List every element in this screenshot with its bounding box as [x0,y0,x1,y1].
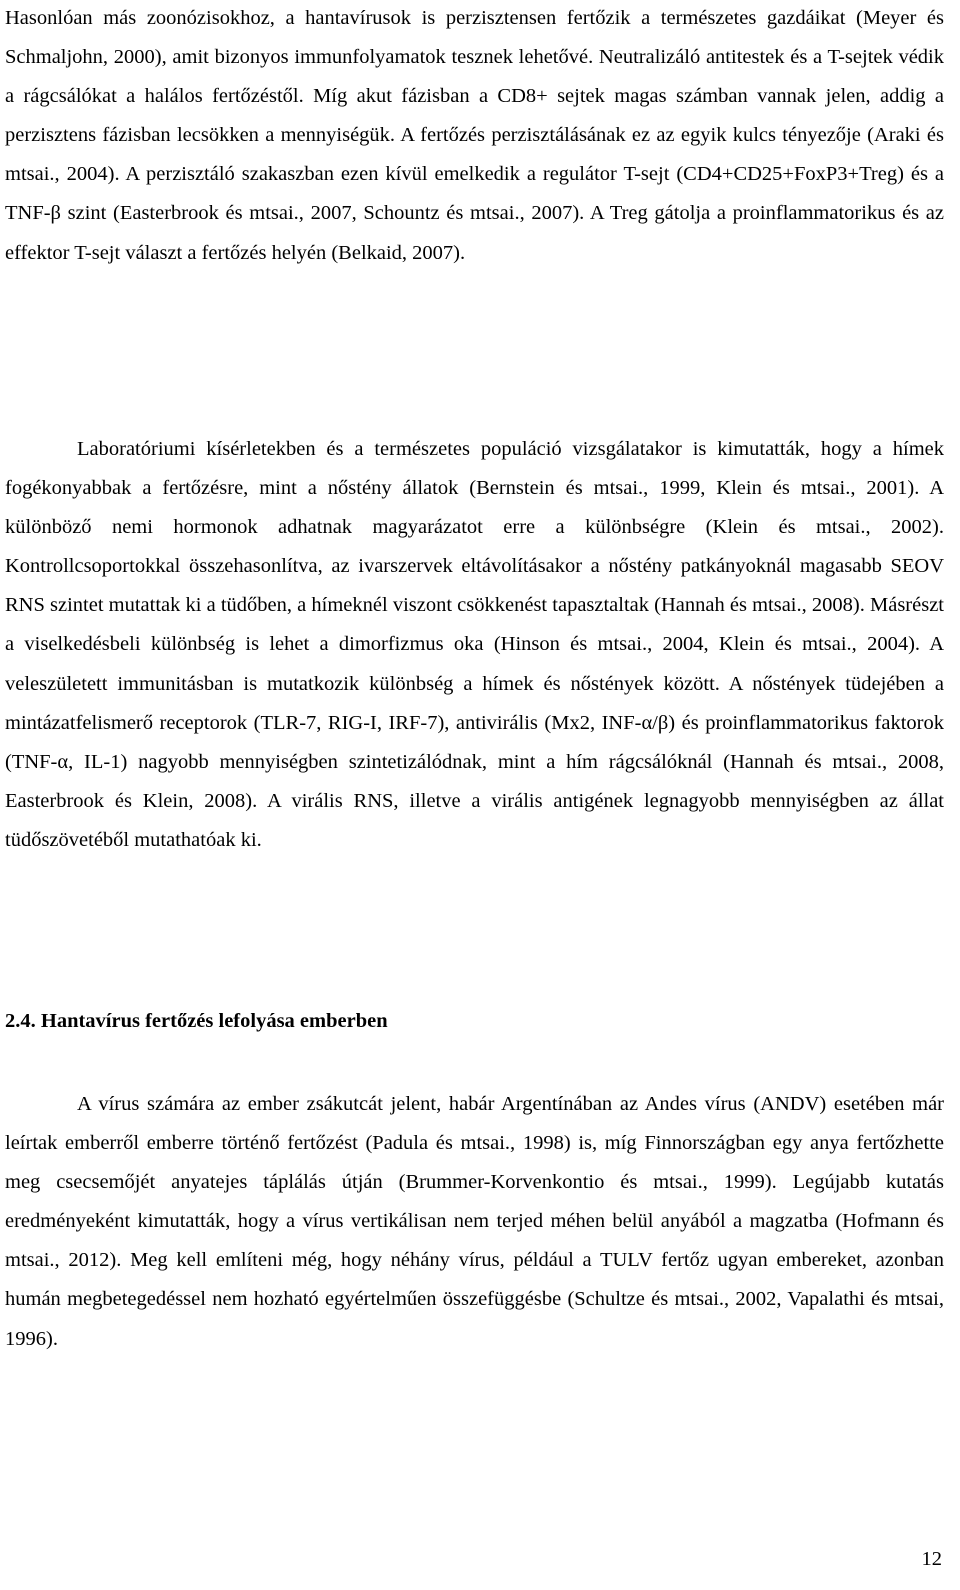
paragraph-human-infection: A vírus számára az ember zsákutcát jelent, habár Argentínában az Andes vírus (ANDV) esetében már leírtak emberről emberre történő fertőzést (Padula és mtsai., 1998) is, míg Finnországban egy anya fertőzhette meg csecsemőjét anyatejes táplálás útján (Brummer-Korvenkontio és mtsai., 1999). Legújabb kutatás eredményeként kimutatták, hogy a vírus vertikálisan nem terjed méhen belül anyából a magzatba (Hofmann és mtsai., 2012). Meg kell említeni még, hogy néhány vírus, például a TULV fertőz ugyan embereket, azonban humán megbetegedéssel nem hozható egyértelműen összefüggésbe (Schultze és mtsai., 2002, Vapalathi és mtsai, 1996). [5,1093,944,1350]
page-number: 12 [921,1548,942,1570]
paragraph-persistent-infection: Hasonlóan más zoonózisokhoz, a hantavírusok is perzisztensen fertőzik a természetes gazdáikat (Meyer és Schmaljohn, 2000), amit bizonyos immunfolyamatok tesznek lehetővé. Neutralizáló antitestek és a T-sejtek védik a rágcsálókat a halálos fertőzéstől. Míg akut fázisban a CD8+ sejtek magas számban vannak jelen, addig a perzisztens fázisban lecsökken a mennyiségük. A fertőzés perzisztálásának ez az egyik kulcs tényezője (Araki és mtsai., 2004). A perzisztáló szakaszban ezen kívül emelkedik a regulátor T-sejt (CD4+CD25+FoxP3+Treg) és a TNF-β szint (Easterbrook és mtsai., 2007, Schountz és mtsai., 2007). A Treg gátolja a proinflammatorikus és az effektor T-sejt választ a fertőzés helyén (Belkaid, 2007). [5,7,944,264]
paragraph-sex-differences: Laboratóriumi kísérletekben és a természetes populáció vizsgálatakor is kimutatták, hogy a hímek fogékonyabbak a fertőzésre, mint a nőstény állatok (Bernstein és mtsai., 1999, Klein és mtsai., 2001). A különböző nemi hormonok adhatnak magyarázatot erre a különbségre (Klein és mtsai., 2002). Kontrollcsoportokkal összehasonlítva, az ivarszervek eltávolításakor a nőstény patkányoknál magasabb SEOV RNS szintet mutattak ki a tüdőben, a hímeknél viszont csökkenést tapasztaltak (Hannah és mtsai., 2008). Másrészt a viselkedésbeli különbség is lehet a dimorfizmus oka (Hinson és mtsai., 2004, Klein és mtsai., 2004). A veleszületett immunitásban is mutatkozik különbség a hímek és nőstények között. A nőstények tüdejében a mintázatfelismerő receptorok (TLR-7, RIG-I, IRF-7), antivirális (Mx2, INF-α/β) és proinflammatorikus faktorok (TNF-α, IL-1) nagyobb mennyiségben szintetizálódnak, mint a hím rágcsálóknál (Hannah és mtsai., 2008, Easterbrook és Klein, 2008). A virális RNS, illetve a virális antigének legnagyobb mennyiségben az állat tüdőszövetéből mutathatóak ki. [5,438,944,851]
section-heading: 2.4. Hantavírus fertőzés lefolyása emberben [5,1010,388,1032]
